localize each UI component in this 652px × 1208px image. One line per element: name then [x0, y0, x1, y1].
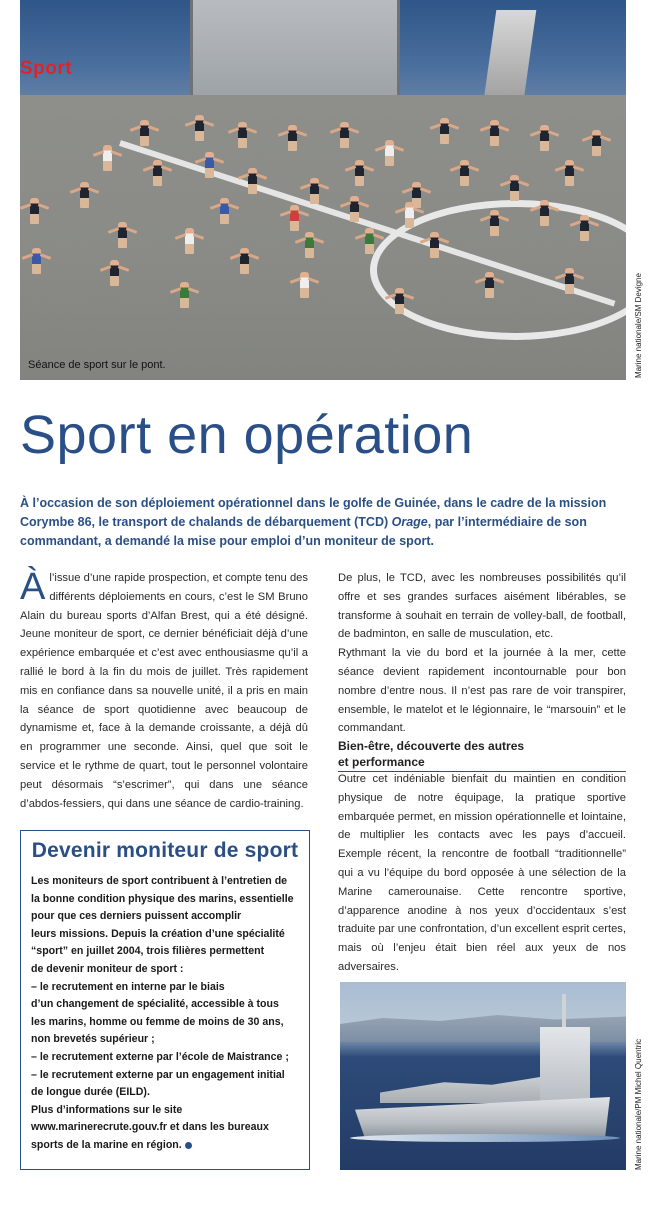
drop-cap: À: [20, 566, 46, 608]
info-line: la bonne condition physique des marins, essentielle: [31, 892, 294, 905]
section-subheading: [338, 738, 626, 772]
photo-credit-top: Marine nationale/SM Devigne: [634, 273, 643, 378]
info-line: Plus d’informations sur le site: [31, 1103, 183, 1116]
subheading-line: et performance: [338, 755, 425, 769]
info-line: “sport” en juillet 2004, trois filières permettent: [31, 945, 265, 958]
info-line: Les moniteurs de sport contribuent à l’entretien de: [31, 875, 288, 887]
info-box-title: Devenir moniteur de sport: [31, 839, 299, 862]
body-paragraph: Rythmant la vie du bord et la journée à la mer, cette séance devient rapidement incontournable pour bon nombre d’entre nous. Il n’est pas rare de voir transpirer, ensemble, le matelot et le légionnaire, le “marsouin” et le commandant.: [338, 647, 626, 735]
body-column-left: [20, 566, 308, 813]
ship-name: Orage: [391, 515, 428, 529]
article-title: Sport en opération: [20, 405, 474, 465]
deck-exercise-photo: [20, 0, 626, 380]
photo-caption: Séance de sport sur le pont.: [28, 359, 166, 371]
info-line: les marins, homme ou femme de moins de 30 ans,: [31, 1015, 284, 1028]
body-column-right-lower: [338, 770, 626, 977]
info-line: non brevetés supérieur ;: [31, 1033, 155, 1046]
ship-deck-equipment: [380, 1077, 540, 1103]
ship-hull: [355, 1097, 610, 1139]
info-line: de devenir moniteur de sport :: [31, 962, 184, 975]
info-box: [20, 830, 310, 1170]
section-label: Sport: [20, 58, 73, 79]
photo-credit-bottom: Marine nationale/PM Michel Quentric: [634, 1038, 643, 1170]
article-intro: [20, 494, 630, 551]
exercising-crew: [20, 0, 626, 380]
info-line-last: [31, 1137, 299, 1155]
body-column-right: [338, 569, 626, 738]
intro-text-end: , par l’intermédiaire de son commandant, a demandé la mise pour emploi d’un moniteur de sport.: [20, 515, 587, 548]
info-line: d’un changement de spécialité, accessible à tous: [31, 998, 279, 1011]
ship-wake: [350, 1134, 620, 1142]
subheading-line: Bien-être, découverte des autres: [338, 739, 525, 753]
end-bullet-icon: [185, 1142, 192, 1149]
info-line: – le recrutement en interne par le biais: [31, 980, 225, 993]
info-line: pour que ces derniers puissent accomplir: [31, 910, 242, 923]
info-line: sports de la marine en région.: [31, 1138, 182, 1151]
ship-at-sea-photo: [340, 982, 626, 1170]
intro-text-start: À l’occasion de son déploiement opérationnel dans le golfe de Guinée, dans le cadre de la mission Corymbe 86, le transport de chalands de débarquement (TCD): [20, 496, 607, 529]
body-paragraph: Outre cet indéniable bienfait du maintien en condition physique de notre équipage, la pratique sportive embarquée permet, en mission opérationnelle et lointaine, de multiplier les contacts avec les pays d’accueil. Exemple récent, la rencontre de football “traditionnelle” qui a vu l’équipe du bord opposée à une sélection de la Marine camerounaise. Cette rencontre sportive, d’apparence anodine à nos yeux d’occidentaux s’est traduite par une confrontation, d’un excellent esprit certes, mais où l’enjeu était bien réel aux yeux de nos adversaires.: [338, 773, 626, 973]
info-line: leurs missions. Depuis la création d’une spécialité: [31, 927, 285, 940]
ship-bridge-tower: [540, 1027, 590, 1102]
body-paragraph: De plus, le TCD, avec les nombreuses possibilités qu’il offre et ses grandes surfaces aisément libérables, se transforme à souhait en terrain de volley-ball, de football, de badminton, en salle de musculation, etc.: [338, 572, 626, 641]
body-paragraph: l’issue d’une rapide prospection, et compte tenu des différents déploiements en cours, c’est le SM Bruno Alain du bureau sports d’Alfan Brest, qui a été désigné. Jeune moniteur de sport, ce dernier bénéficiait déjà d’une expérience embarquée et c’est avec enthousiasme qu’il a rallié le bord à la fin du mois de juillet. Très rapidement mis en confiance dans sa nouvelle unité, il a pris en main la séance de sport quotidienne avec beaucoup de dynamisme et, face à la demande croissante, a déjà dû en programmer une seconde. Ainsi, quel que soit le service et le rythme de quart, tout le personnel volontaire peut désormais “s’escrimer”, qui dans une séance d’abdos-fessiers, qui dans une séance de cardio-training.: [20, 572, 308, 810]
info-line: – le recrutement externe par l’école de Maistrance ;: [31, 1050, 289, 1063]
info-line: – le recrutement externe par un engagement initial: [31, 1068, 285, 1081]
info-line: www.marinerecrute.gouv.fr et dans les bureaux: [31, 1121, 269, 1134]
info-box-body: [31, 873, 299, 1155]
info-line: de longue durée (EILD).: [31, 1086, 150, 1099]
